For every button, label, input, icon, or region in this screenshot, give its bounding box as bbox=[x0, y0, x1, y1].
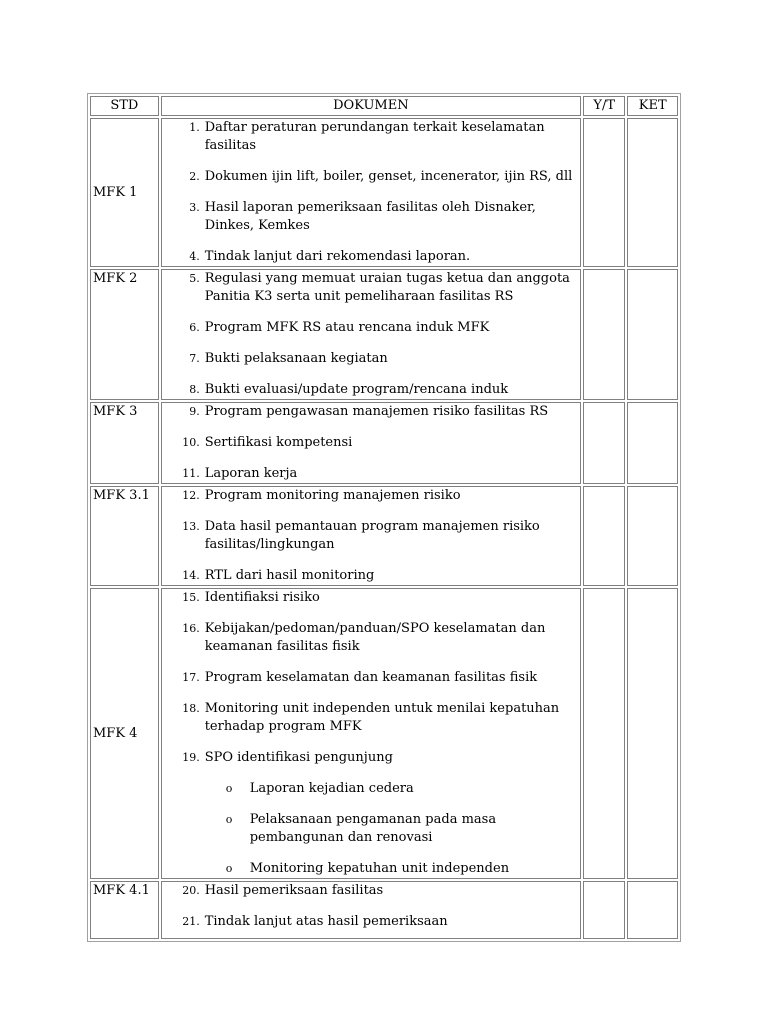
item-number: 17. bbox=[182, 671, 200, 684]
list-item bbox=[164, 270, 578, 306]
item-number: 10. bbox=[182, 436, 200, 449]
dokumen-cell bbox=[161, 588, 581, 879]
item-text: Tindak lanjut dari rekomendasi laporan. bbox=[204, 249, 471, 264]
table-row bbox=[90, 118, 678, 267]
item-text: Bukti pelaksanaan kegiatan bbox=[204, 351, 388, 366]
item-text: Daftar peraturan perundangan terkait keselamatan fasilitas bbox=[204, 120, 545, 153]
yt-cell[interactable] bbox=[583, 881, 625, 939]
item-number: 14. bbox=[182, 569, 200, 582]
table-row bbox=[90, 588, 678, 879]
list-item bbox=[164, 882, 578, 900]
list-item bbox=[164, 620, 578, 656]
item-text: RTL dari hasil monitoring bbox=[204, 568, 375, 583]
std-cell: MFK 3 bbox=[90, 402, 159, 484]
item-text: Hasil laporan pemeriksaan fasilitas oleh Disnaker, Dinkes, Kemkes bbox=[204, 200, 536, 233]
list-item bbox=[164, 567, 578, 585]
std-cell: MFK 4 bbox=[90, 588, 159, 879]
list-item bbox=[164, 319, 578, 337]
std-cell: MFK 4.1 bbox=[90, 881, 159, 939]
item-number: 5. bbox=[189, 272, 200, 285]
item-number: 9. bbox=[189, 405, 200, 418]
item-number: 19. bbox=[182, 751, 200, 764]
item-text: SPO identifikasi pengunjung bbox=[204, 750, 393, 765]
item-number: 1. bbox=[189, 121, 200, 134]
std-cell: MFK 2 bbox=[90, 269, 159, 400]
item-number: 11. bbox=[182, 467, 200, 480]
item-number: 7. bbox=[189, 352, 200, 365]
item-number: 15. bbox=[182, 591, 200, 604]
item-text: Kebijakan/pedoman/panduan/SPO keselamatan dan keamanan fasilitas fisik bbox=[204, 621, 546, 654]
item-number: 13. bbox=[182, 520, 200, 533]
list-item bbox=[164, 913, 578, 931]
list-item bbox=[164, 381, 578, 399]
header-std: STD bbox=[90, 96, 159, 116]
list-item bbox=[164, 248, 578, 266]
circle-bullet-icon: o bbox=[225, 862, 233, 875]
list-item bbox=[164, 749, 578, 878]
list-item bbox=[164, 487, 578, 505]
yt-cell[interactable] bbox=[583, 588, 625, 879]
yt-cell[interactable] bbox=[583, 269, 625, 400]
header-row bbox=[90, 96, 678, 116]
item-text: Sertifikasi kompetensi bbox=[204, 435, 353, 450]
sub-list-item bbox=[164, 860, 578, 878]
list-item bbox=[164, 700, 578, 736]
item-number: 18. bbox=[182, 702, 200, 715]
item-number: 12. bbox=[182, 489, 200, 502]
item-text: Regulasi yang memuat uraian tugas ketua dan anggota Panitia K3 serta unit pemeliharaan fasilitas RS bbox=[204, 271, 570, 304]
table-row bbox=[90, 881, 678, 939]
item-number: 6. bbox=[189, 321, 200, 334]
list-item bbox=[164, 434, 578, 452]
list-item bbox=[164, 669, 578, 687]
checklist-table bbox=[87, 93, 681, 942]
list-item bbox=[164, 168, 578, 186]
circle-bullet-icon: o bbox=[225, 782, 233, 795]
list-item bbox=[164, 119, 578, 155]
list-item bbox=[164, 403, 578, 421]
item-number: 3. bbox=[189, 201, 200, 214]
dokumen-cell bbox=[161, 881, 581, 939]
item-text: Data hasil pemantauan program manajemen risiko fasilitas/lingkungan bbox=[204, 519, 540, 552]
header-yt: Y/T bbox=[583, 96, 625, 116]
std-cell: MFK 3.1 bbox=[90, 486, 159, 586]
header-ket: KET bbox=[627, 96, 678, 116]
item-number: 20. bbox=[182, 884, 200, 897]
item-text: Bukti evaluasi/update program/rencana induk bbox=[204, 382, 509, 397]
sub-list-item bbox=[164, 780, 578, 798]
item-number: 4. bbox=[189, 250, 200, 263]
sub-item-text: Monitoring kepatuhan unit independen bbox=[249, 861, 510, 876]
std-cell: MFK 1 bbox=[90, 118, 159, 267]
dokumen-cell bbox=[161, 269, 581, 400]
dokumen-cell bbox=[161, 486, 581, 586]
header-dokumen: DOKUMEN bbox=[161, 96, 581, 116]
yt-cell[interactable] bbox=[583, 402, 625, 484]
ket-cell[interactable] bbox=[627, 588, 678, 879]
item-number: 8. bbox=[189, 383, 200, 396]
sub-list bbox=[205, 780, 578, 878]
yt-cell[interactable] bbox=[583, 118, 625, 267]
item-number: 16. bbox=[182, 622, 200, 635]
yt-cell[interactable] bbox=[583, 486, 625, 586]
item-text: Tindak lanjut atas hasil pemeriksaan bbox=[204, 914, 448, 929]
list-item bbox=[164, 518, 578, 554]
item-text: Hasil pemeriksaan fasilitas bbox=[204, 883, 384, 898]
list-item bbox=[164, 199, 578, 235]
sub-item-text: Laporan kejadian cedera bbox=[249, 781, 414, 796]
item-text: Program MFK RS atau rencana induk MFK bbox=[204, 320, 490, 335]
item-text: Program monitoring manajemen risiko bbox=[204, 488, 461, 503]
dokumen-cell bbox=[161, 118, 581, 267]
table-row bbox=[90, 402, 678, 484]
table-row bbox=[90, 269, 678, 400]
ket-cell[interactable] bbox=[627, 118, 678, 267]
item-number: 2. bbox=[189, 170, 200, 183]
ket-cell[interactable] bbox=[627, 402, 678, 484]
ket-cell[interactable] bbox=[627, 881, 678, 939]
item-text: Program keselamatan dan keamanan fasilitas fisik bbox=[204, 670, 538, 685]
item-text: Program pengawasan manajemen risiko fasilitas RS bbox=[204, 404, 549, 419]
sub-item-text: Pelaksanaan pengamanan pada masa pembangunan dan renovasi bbox=[249, 812, 497, 845]
item-text: Laporan kerja bbox=[204, 466, 298, 481]
ket-cell[interactable] bbox=[627, 269, 678, 400]
list-item bbox=[164, 465, 578, 483]
item-text: Identifiaksi risiko bbox=[204, 590, 320, 605]
ket-cell[interactable] bbox=[627, 486, 678, 586]
table-row bbox=[90, 486, 678, 586]
item-text: Monitoring unit independen untuk menilai kepatuhan terhadap program MFK bbox=[204, 701, 560, 734]
item-number: 21. bbox=[182, 915, 200, 928]
list-item bbox=[164, 350, 578, 368]
dokumen-cell bbox=[161, 402, 581, 484]
circle-bullet-icon: o bbox=[225, 813, 233, 826]
item-text: Dokumen ijin lift, boiler, genset, incenerator, ijin RS, dll bbox=[204, 169, 573, 184]
list-item bbox=[164, 589, 578, 607]
sub-list-item bbox=[164, 811, 578, 847]
